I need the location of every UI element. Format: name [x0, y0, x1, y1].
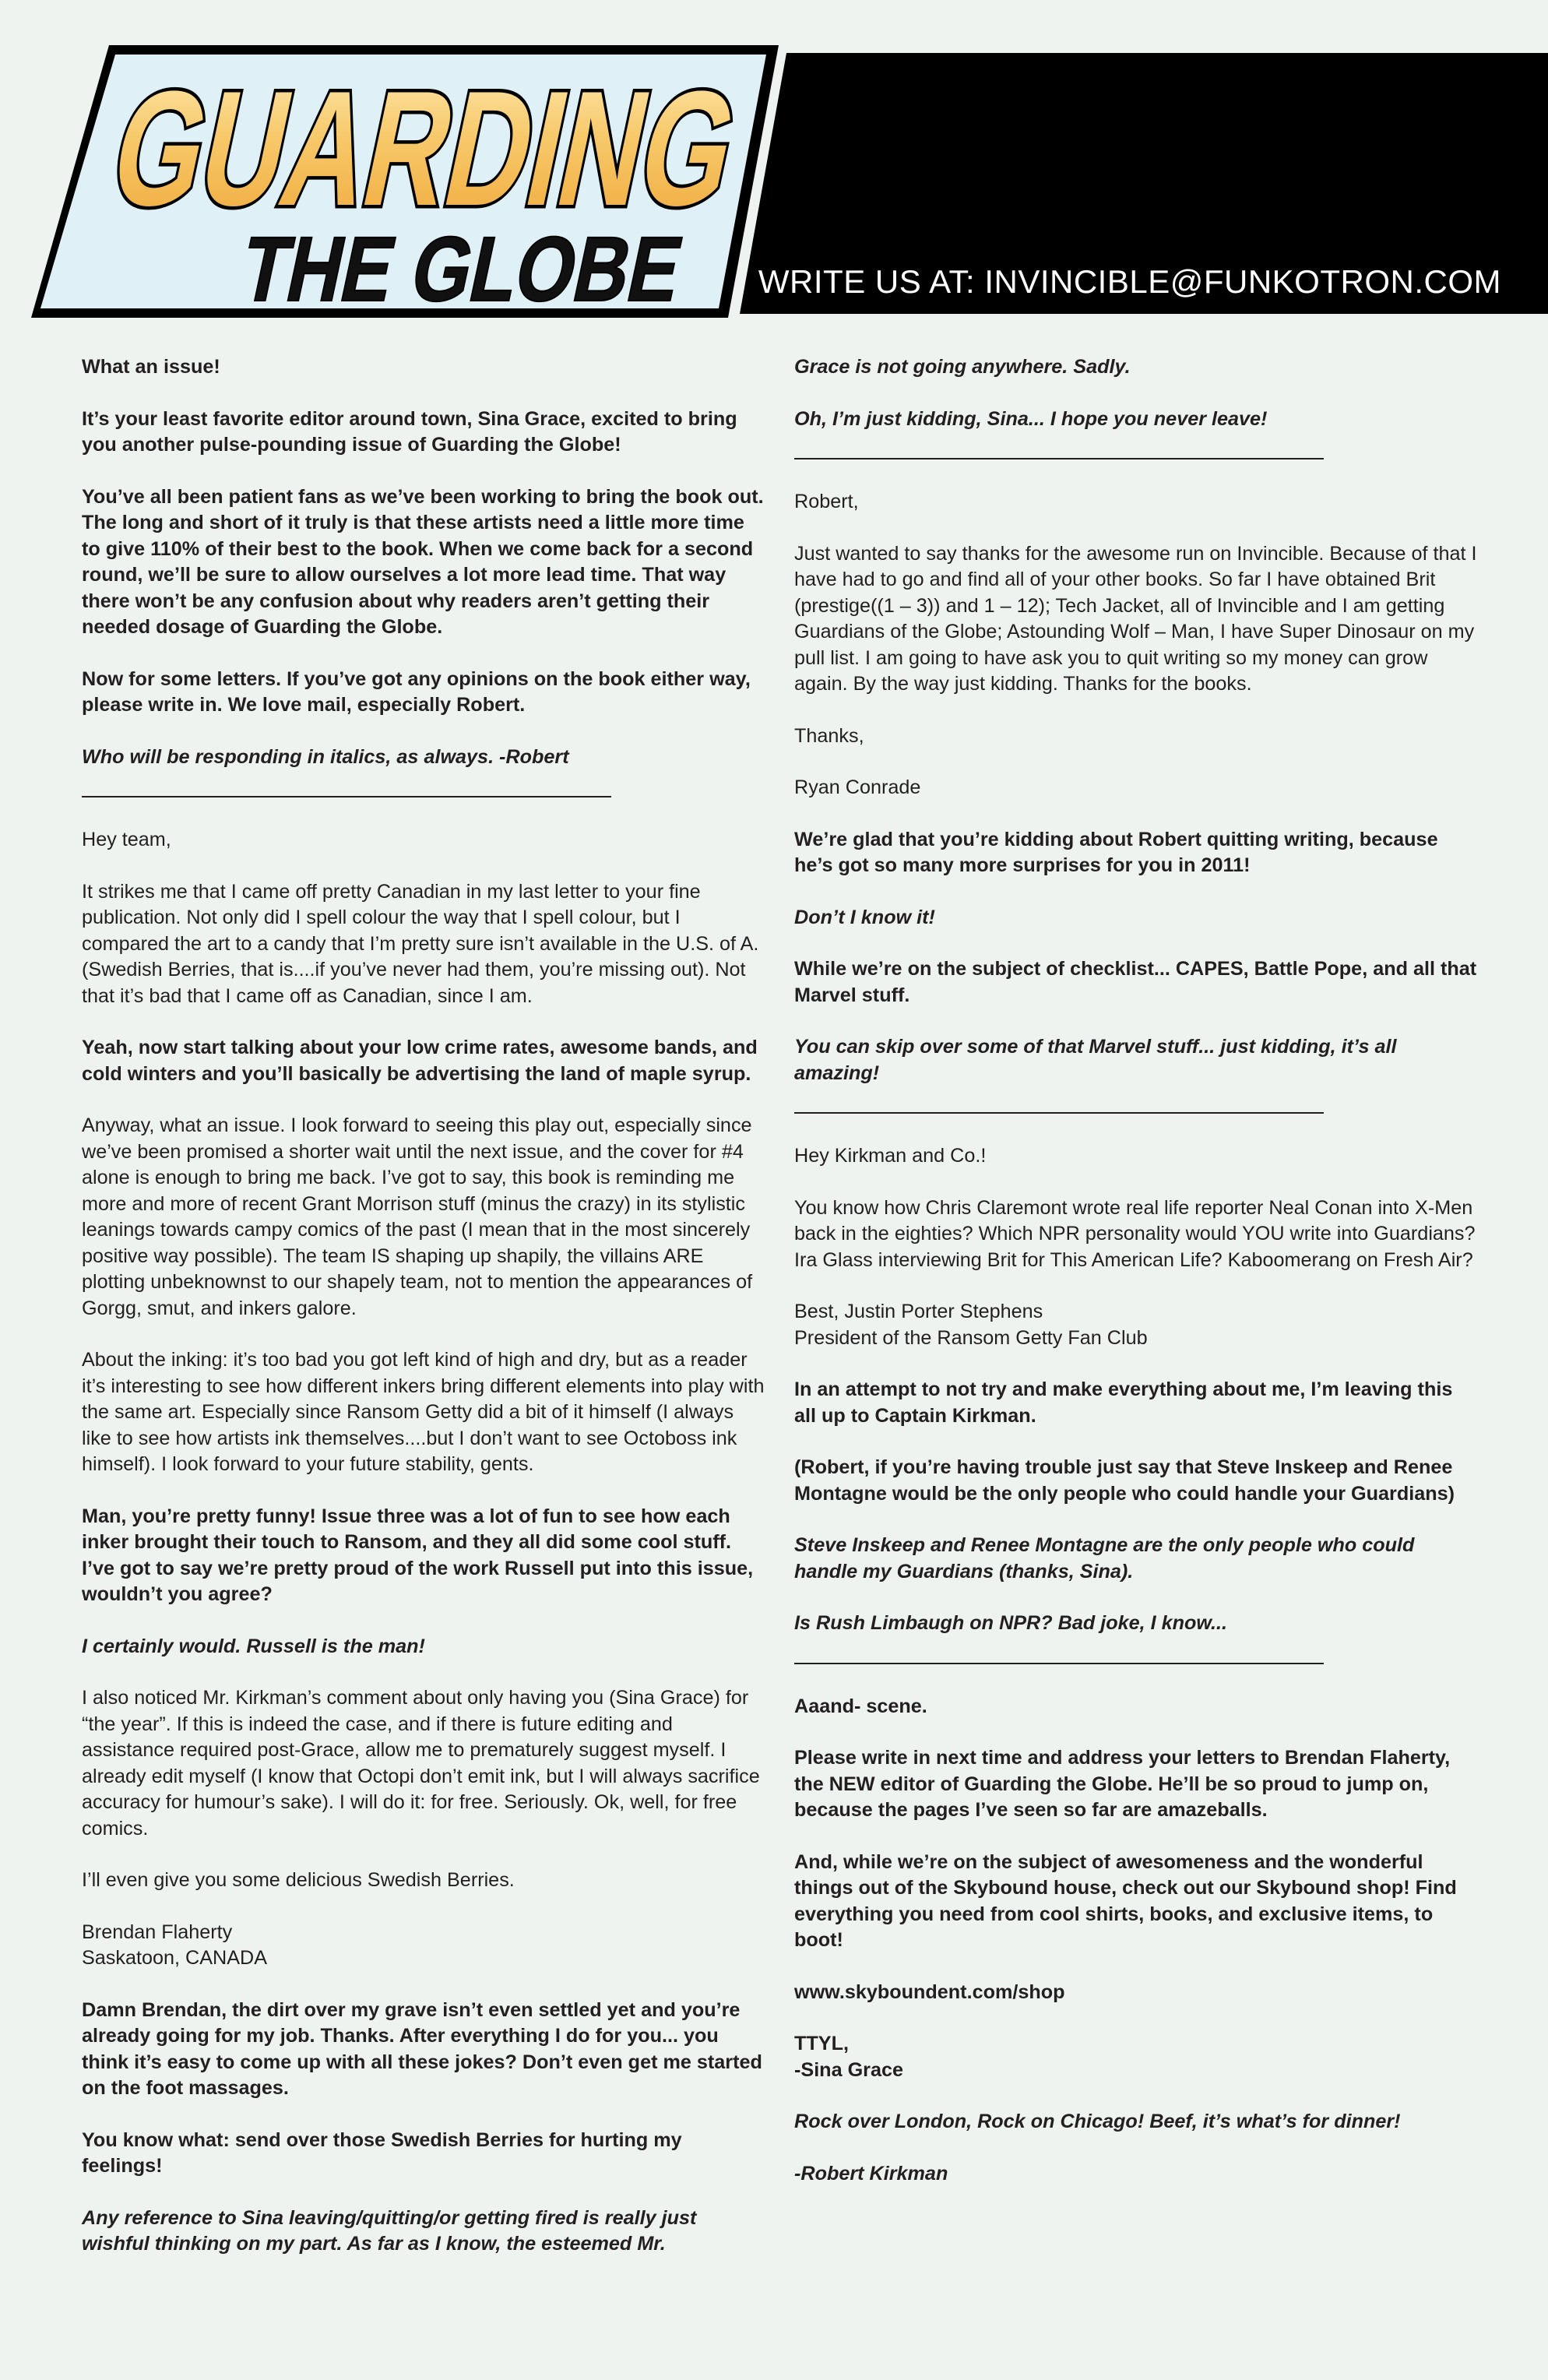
right-letter-paragraph: -Robert Kirkman	[794, 2162, 948, 2185]
left-letter-paragraph: You know what: send over those Swedish Berries for hurting my feelings!	[82, 2128, 682, 2177]
section-divider	[82, 796, 611, 797]
logo-the-globe-text: THE GLOBE	[233, 218, 791, 321]
section-divider	[794, 1663, 1324, 1664]
left-letter-paragraph: Yeah, now start talking about your low crime rates, awesome bands, and cold winters and you’ll basically be advertising the land of maple syrup.	[82, 1037, 758, 1085]
right-letter-paragraph: Don’t I know it!	[794, 906, 935, 928]
right-letter-paragraph: Ryan Conrade	[794, 776, 921, 798]
left-letter-paragraph: Brendan Flaherty	[82, 1921, 233, 1943]
right-letter-paragraph: Just wanted to say thanks for the awesome run on Invincible. Because of that I have had to go and find all of your other books. So far I have obtained Brit (prestige((1 – 3)) and 1 – 12); Tech Jacket, all of Invincible and I am getting Guardians of the Globe; Astounding Wolf – Man, I have Super Dinosaur on my pull list. I am going to have ask you to quit writing so my money can grow again. By the way just kidding. Thanks for the books.	[794, 542, 1477, 695]
right-letter-paragraph: You know how Chris Claremont wrote real life reporter Neal Conan into X-Men back in the eighties? Which NPR personality would YOU write into Guardians? Ira Glass interviewing Brit for This American Life? Kaboomerang on Fresh Air?	[794, 1196, 1476, 1271]
right-letter-paragraph: Grace is not going anywhere. Sadly.	[794, 356, 1131, 378]
logo-guarding-text: GUARDING	[98, 57, 1028, 240]
right-letter-paragraph: While we’re on the subject of checklist... CAPES, Battle Pope, and all that Marvel stuff.	[794, 958, 1477, 1006]
letters-column-right	[794, 354, 1479, 2213]
right-letter-paragraph: Robert,	[794, 491, 859, 512]
right-letter-paragraph: We’re glad that you’re kidding about Robert quitting writing, because he’s got so many more surprises for you in 2011!	[794, 828, 1438, 876]
left-letter-paragraph: You’ve all been patient fans as we’ve been working to bring the book out. The long and short of it truly is that these artists need a little more time to give 110% of their best to the book. When we come back for a second round, we’ll be sure to allow ourselves a lot more lead time. That way there won’t be any confusion about why readers aren’t getting their needed dosage of Guarding the Globe.	[82, 485, 764, 638]
left-letter-paragraph: Damn Brendan, the dirt over my grave isn’t even settled yet and you’re already going for my job. Thanks. After everything I do for you... you think it’s easy to come up with all these jokes? Don’t even get me started on the foot massages.	[82, 1998, 762, 2099]
guarding-the-globe-logo	[23, 45, 1028, 321]
left-letter-paragraph: I certainly would. Russell is the man!	[82, 1635, 425, 1657]
section-divider	[794, 458, 1324, 459]
right-letter-paragraph: Best, Justin Porter Stephens	[794, 1301, 1043, 1322]
section-divider	[794, 1112, 1324, 1114]
write-us-address: WRITE US AT: INVINCIBLE@FUNKOTRON.COM	[758, 263, 1501, 300]
letters-column-left	[82, 354, 767, 2283]
left-letter-paragraph: Now for some letters. If you’ve got any opinions on the book either way, please write in. We love mail, especially Robert.	[82, 667, 751, 716]
right-letter-paragraph: www.skyboundent.com/shop	[794, 1980, 1065, 2003]
right-letter-paragraph: Thanks,	[794, 724, 864, 747]
left-letter-paragraph: Saskatoon, CANADA	[82, 1947, 267, 1969]
right-letter-paragraph: Is Rush Limbaugh on NPR? Bad joke, I know...	[794, 1612, 1228, 1634]
right-letter-paragraph: Hey Kirkman and Co.!	[794, 1145, 987, 1167]
right-letter-paragraph: Rock over London, Rock on Chicago! Beef, it’s what’s for dinner!	[794, 2111, 1401, 2132]
right-letter-paragraph: And, while we’re on the subject of awesomeness and the wonderful things out of the Skybound house, check out our Skybound shop! Find everything you need from cool shirts, books, and exclusive items, to boot!	[794, 1850, 1457, 1951]
left-letter-paragraph: I’ll even give you some delicious Swedish Berries.	[82, 1869, 515, 1891]
left-letter-paragraph: About the inking: it’s too bad you got left kind of high and dry, but as a reader it’s interesting to see how different inkers bring different elements into play with the same art. Especially since Ransom Getty did a bit of it himself (I always like to see how artists ink themselves....but I don’t want to see Octoboss ink himself). I look forward to your future stability, gents.	[82, 1349, 765, 1475]
right-letter-paragraph: Aaand- scene.	[794, 1695, 927, 1717]
right-letter-paragraph: -Sina Grace	[794, 2058, 903, 2081]
right-letter-paragraph: President of the Ransom Getty Fan Club	[794, 1326, 1148, 1349]
masthead	[0, 0, 1548, 327]
left-letter-paragraph: It strikes me that I came off pretty Canadian in my last letter to your fine publication. Not only did I spell colour the way that I spell colour, but I compared the art to a candy that I’m pretty sure isn’t available in the U.S. of A. (Swedish Berries, that is....if you’ve never had them, you’re missing out). Not that it’s bad that I came off as Canadian, since I am.	[82, 880, 759, 1007]
left-letter-paragraph: Who will be responding in italics, as always. -Robert	[82, 745, 569, 768]
right-letter-paragraph: Steve Inskeep and Renee Montagne are the only people who could handle my Guardians (thanks, Sina).	[794, 1534, 1415, 1583]
right-letter-paragraph: You can skip over some of that Marvel stuff... just kidding, it’s all amazing!	[794, 1036, 1397, 1084]
right-letter-paragraph: TTYL,	[794, 2033, 849, 2054]
left-letter-paragraph: Anyway, what an issue. I look forward to seeing this play out, especially since we’ve been promised a shorter wait until the next issue, and the cover for #4 alone is enough to bring me back. I’ve got to say, this book is reminding me more and more of recent Grant Morrison stuff (minus the crazy) in its stylistic leanings towards campy comics of the past (I mean that in the most sincerely positive way possible). The team IS shaping up shapily, the villains ARE plotting unbeknownst to our shapely team, not to mention the appearances of Gorgg, smut, and inkers galore.	[82, 1114, 753, 1319]
left-letter-paragraph: It’s your least favorite editor around town, Sina Grace, excited to bring you another pulse-pounding issue of Guarding the Globe!	[82, 407, 737, 456]
right-letter-paragraph: Please write in next time and address your letters to Brendan Flaherty, the NEW editor of Guarding the Globe. He’ll be so proud to jump on, because the pages I’ve seen so far are amazeballs.	[794, 1747, 1451, 1821]
left-letter-paragraph: Hey team,	[82, 829, 171, 850]
right-letter-paragraph: Oh, I’m just kidding, Sina... I hope you never leave!	[794, 407, 1268, 430]
left-letter-paragraph: I also noticed Mr. Kirkman’s comment about only having you (Sina Grace) for “the year”. If this is indeed the case, and if there is future editing and assistance required post-Grace, allow me to prematurely suggest myself. I already edit myself (I know that Octopi don’t emit ink, but I will always sacrifice accuracy for humour’s sake). I will do it: for free. Seriously. Ok, well, for free comics.	[82, 1687, 760, 1840]
right-letter-paragraph: In an attempt to not try and make everything about me, I’m leaving this all up to Captain Kirkman.	[794, 1378, 1453, 1427]
left-letter-paragraph: What an issue!	[82, 356, 220, 378]
left-letter-paragraph: Man, you’re pretty funny! Issue three was a lot of fun to see how each inker brought their touch to Ransom, and they all did some cool stuff. I’ve got to say we’re pretty proud of the work Russell put into this issue, wouldn’t you agree?	[82, 1505, 754, 1605]
right-letter-paragraph: (Robert, if you’re having trouble just say that Steve Inskeep and Renee Montagne would be the only people who could handle your Guardians)	[794, 1456, 1455, 1505]
left-letter-paragraph: Any reference to Sina leaving/quitting/or getting fired is really just wishful thinking on my part. As far as I know, the esteemed Mr.	[82, 2206, 697, 2255]
